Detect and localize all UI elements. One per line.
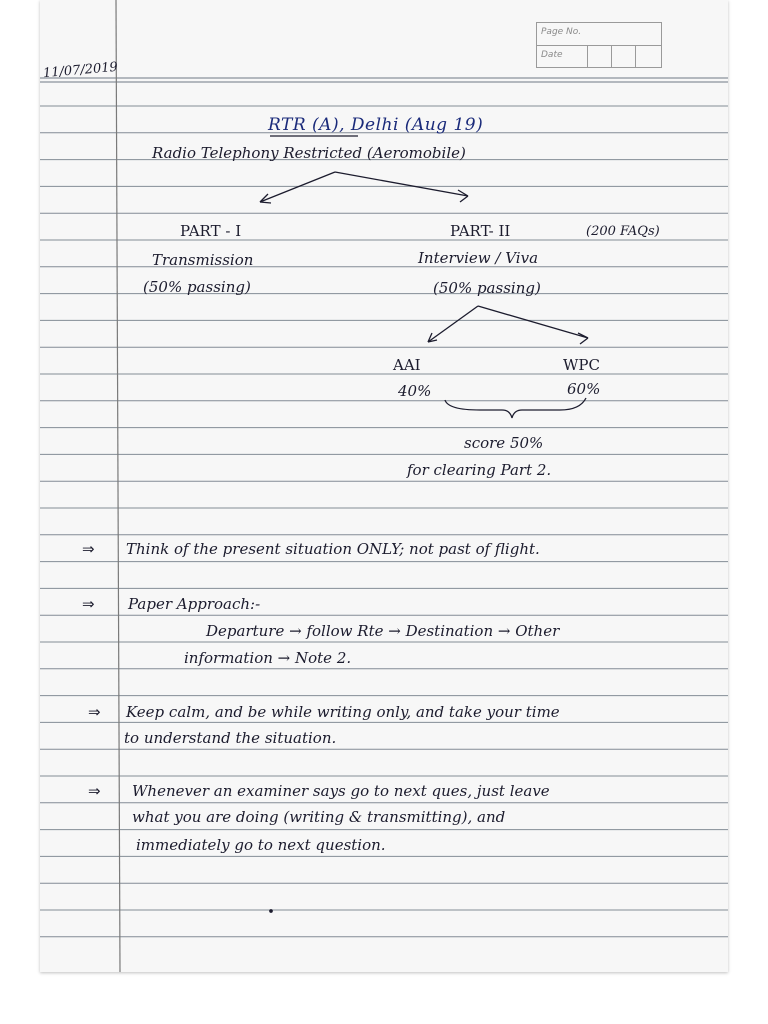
note-3-line-2: to understand the situation. [124, 729, 337, 747]
notebook-page [40, 0, 728, 972]
page-no-label: Page No. [541, 27, 582, 37]
date-written: 11/07/2019 [42, 59, 119, 82]
double-arrow-icon: ⇒ [82, 595, 95, 613]
arrow-to-part2 [335, 172, 468, 196]
part1-type: Transmission [152, 251, 254, 269]
arrow-to-part1 [260, 172, 335, 202]
part2-note: (200 FAQs) [586, 224, 660, 239]
note-3-line-1: Keep calm, and be while writing only, and take your time [126, 703, 560, 721]
wpc-label: WPC [563, 356, 600, 374]
arrow-to-wpc-head [578, 333, 588, 344]
aai-label: AAI [393, 356, 421, 374]
clearing-note: for clearing Part 2. [407, 461, 552, 479]
note-2-line-1: Departure → follow Rte → Destination → Other [206, 622, 560, 640]
part1-passing: (50% passing) [143, 278, 251, 296]
note-4-line-3: immediately go to next question. [136, 836, 386, 854]
date-label: Date [541, 50, 563, 60]
note-2-title: Paper Approach:- [128, 595, 261, 613]
note-4-line-1: Whenever an examiner says go to next ques, just leave [132, 782, 550, 800]
note-1: Think of the present situation ONLY; not past of flight. [126, 540, 540, 558]
wpc-weight: 60% [567, 380, 601, 398]
arrow-to-aai [428, 306, 478, 342]
part2-name: PART- II [450, 222, 511, 240]
combine-brace [445, 398, 586, 418]
note-2-line-2: information → Note 2. [184, 649, 352, 667]
note-4-line-2: what you are doing (writing & transmitting), and [132, 808, 506, 826]
part2-passing: (50% passing) [433, 279, 541, 297]
double-arrow-icon: ⇒ [82, 540, 95, 558]
aai-weight: 40% [398, 382, 432, 400]
score-note: score 50% [464, 434, 544, 452]
part1-name: PART - I [180, 222, 242, 240]
ink-dot [270, 910, 272, 912]
part2-type: Interview / Viva [418, 249, 539, 267]
page-subtitle: Radio Telephony Restricted (Aeromobile) [152, 144, 466, 162]
double-arrow-icon: ⇒ [88, 782, 101, 800]
page-title: RTR (A), Delhi (Aug 19) [268, 115, 484, 135]
arrow-to-wpc [478, 306, 588, 338]
double-arrow-icon: ⇒ [88, 703, 101, 721]
